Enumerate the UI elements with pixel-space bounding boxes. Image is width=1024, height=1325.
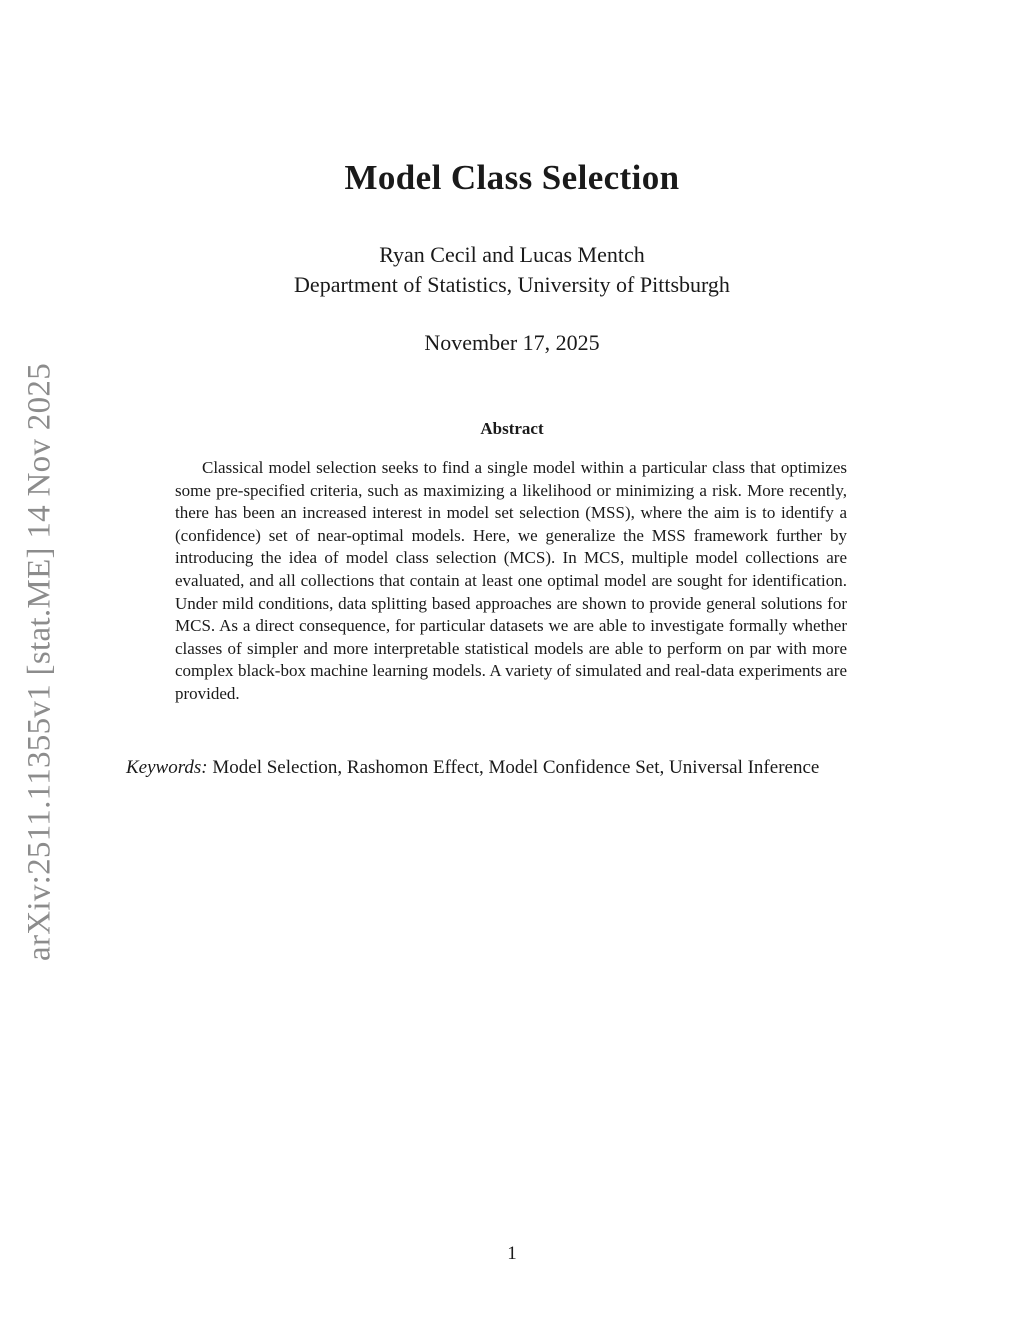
author-names: Ryan Cecil and Lucas Mentch [379,242,645,267]
author-block [0,240,1024,300]
keywords-label: Keywords: [126,757,208,778]
paper-title: Model Class Selection [344,158,680,197]
paper-date: November 17, 2025 [424,330,600,355]
arxiv-margin-stamp: arXiv:2511.11355v1 [stat.ME] 14 Nov 2025 [21,363,58,961]
author-affiliation: Department of Statistics, University of Pittsburgh [294,272,730,297]
keywords-line [126,757,906,779]
abstract-heading: Abstract [480,419,544,438]
abstract-text: Classical model selection seeks to find a single model within a particular class that optimizes some pre-specified criteria, such as maximizing a likelihood or minimizing a risk. More recently, there has been an increased interest in model set selection (MSS), where the aim is to identify a (confidence) set of near-optimal models. Here, we generalize the MSS framework further by introducing the idea of model class selection (MCS). In MCS, multiple model collections are evaluated, and all collections that contain at least one optimal model are sought for identification. Under mild conditions, data splitting based approaches are shown to provide general solutions for MCS. As a direct consequence, for particular datasets we are able to investigate formally whether classes of simpler and more interpretable statistical models are able to perform on par with more complex black-box machine learning models. A variety of simulated and real-data experiments are provided. [175,458,847,703]
page-number: 1 [507,1243,517,1264]
keywords-list: Model Selection, Rashomon Effect, Model Confidence Set, Universal Inference [212,757,820,778]
